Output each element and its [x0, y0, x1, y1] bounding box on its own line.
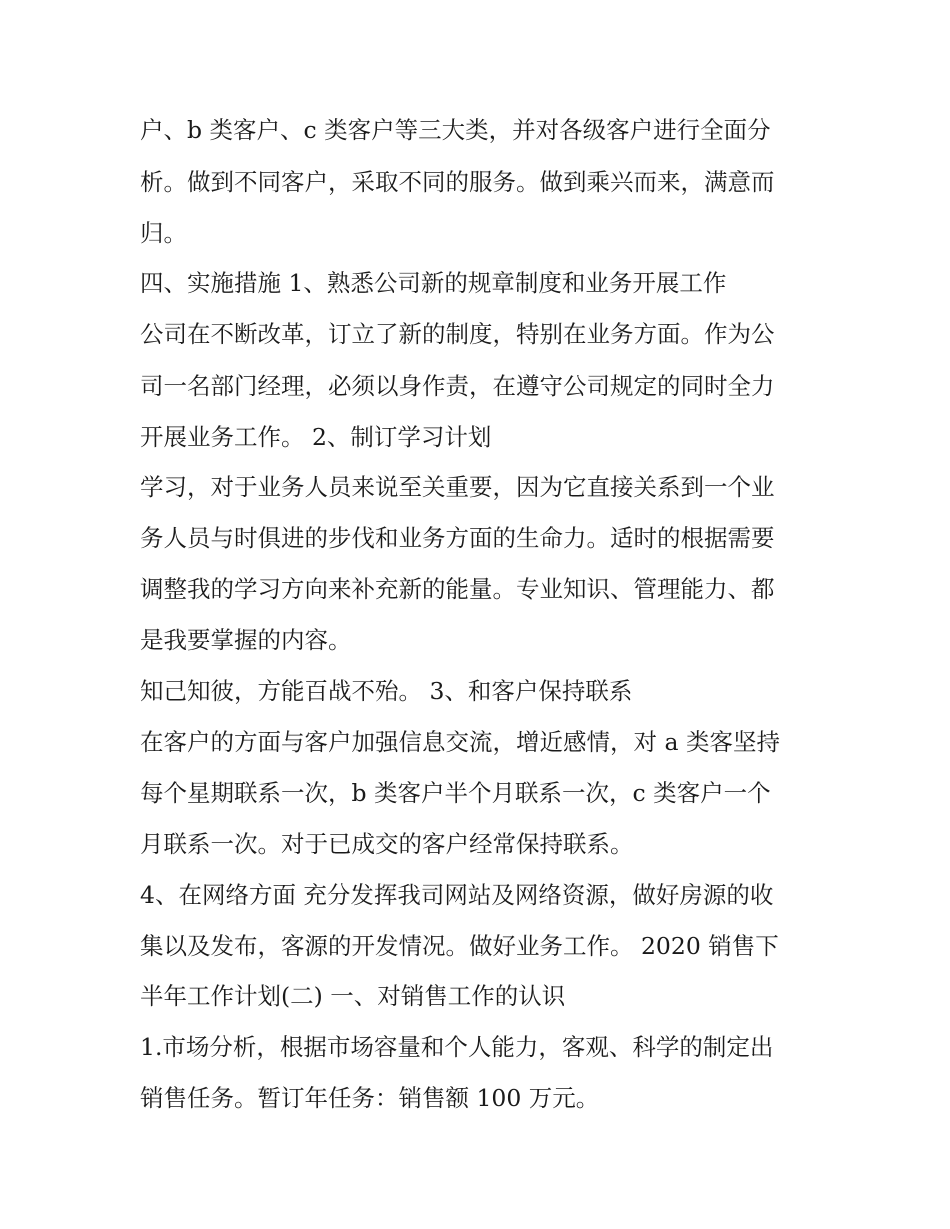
text-line: 公司在不断改革，订立了新的制度，特别在业务方面。作为公 [140, 320, 775, 348]
text-line: 务人员与时俱进的步伐和业务方面的生命力。适时的根据需要 [140, 524, 775, 552]
text-line: 月联系一次。对于已成交的客户经常保持联系。 [140, 830, 634, 858]
text-line: 4、在网络方面 充分发挥我司网站及网络资源，做好房源的收 [140, 881, 774, 909]
text-line: 1.市场分析，根据市场容量和个人能力，客观、科学的制定出 [140, 1033, 774, 1061]
text-line: 析。做到不同客户，采取不同的服务。做到乘兴而来，满意而 [140, 168, 775, 196]
text-line: 是我要掌握的内容。 [140, 626, 352, 654]
text-line: 司一名部门经理，必须以身作责，在遵守公司规定的同时全力 [140, 372, 775, 400]
text-line: 半年工作计划(二) 一、对销售工作的认识 [140, 982, 566, 1010]
text-line: 归。 [140, 219, 187, 247]
text-line: 集以及发布，客源的开发情况。做好业务工作。 2020 销售下 [140, 932, 779, 960]
text-line: 知己知彼，方能百战不殆。 3、和客户保持联系 [140, 677, 633, 705]
text-line: 在客户的方面与客户加强信息交流，增近感情，对 a 类客坚持 [140, 728, 780, 756]
section-heading-line: 四、实施措施 1、熟悉公司新的规章制度和业务开展工作 [140, 269, 727, 297]
text-line: 每个星期联系一次，b 类客户半个月联系一次，c 类客户一个 [140, 779, 771, 807]
text-line: 调整我的学习方向来补充新的能量。专业知识、管理能力、都 [140, 575, 775, 603]
text-line: 学习，对于业务人员来说至关重要，因为它直接关系到一个业 [140, 473, 775, 501]
text-line: 销售任务。暂订年任务：销售额 100 万元。 [140, 1084, 600, 1112]
text-line: 开展业务工作。 2、制订学习计划 [140, 423, 492, 451]
text-line: 户、b 类客户、c 类客户等三大类，并对各级客户进行全面分 [140, 116, 771, 144]
